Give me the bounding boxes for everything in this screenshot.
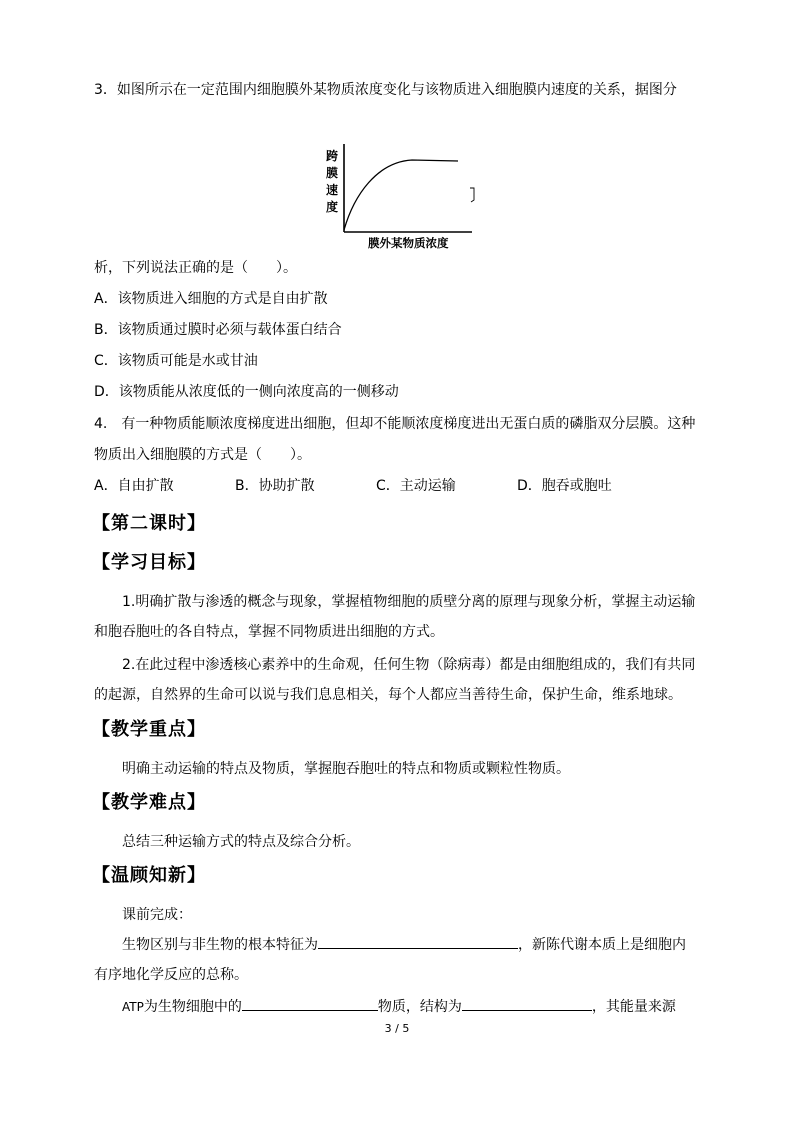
- heading-review: 【温顾知新】: [92, 865, 206, 886]
- review-q1-text-a: 生物区别与非生物的根本特征为: [122, 937, 318, 953]
- q4-option-d: D．胞吞或胞吐: [517, 478, 612, 494]
- y-label-char: 速: [326, 183, 339, 197]
- y-label-char: 跨: [326, 149, 339, 163]
- saturation-curve: [344, 160, 458, 230]
- review-q1-text-b: ，新陈代谢本质上是细胞内: [518, 937, 686, 953]
- x-axis-label: 膜外某物质浓度: [368, 236, 449, 250]
- answer-blank[interactable]: [318, 932, 518, 949]
- heading-teaching-key: 【教学重点】: [92, 719, 206, 740]
- heading-second-lesson: 【第二课时】: [92, 513, 206, 534]
- review-q1-text-c: 有序地化学反应的总称。: [94, 967, 248, 983]
- answer-blank[interactable]: [462, 994, 592, 1011]
- page-number: 3 / 5: [384, 1022, 410, 1035]
- q4-options: [94, 476, 612, 496]
- q3-option-c: C．该物质可能是水或甘油: [94, 353, 258, 369]
- y-label-char: 膜: [326, 166, 339, 180]
- pre-class-label: 课前完成：: [122, 907, 192, 923]
- teaching-key-text: 明确主动运输的特点及物质，掌握胞吞胞吐的特点和物质或颗粒性物质。: [122, 761, 570, 777]
- q3-stem-line1: 3．如图所示在一定范围内细胞膜外某物质浓度变化与该物质进入细胞膜内速度的关系，据图分: [94, 82, 677, 98]
- heading-teaching-difficulty: 【教学难点】: [92, 792, 206, 813]
- q4-option-b: B．协助扩散: [235, 478, 315, 494]
- review-q2-text-b: 物质，结构为: [377, 999, 462, 1015]
- review-question-2: [94, 992, 704, 1022]
- heading-learning-goals: 【学习目标】: [92, 552, 206, 573]
- q3-option-d: D．该物质能从浓度低的一侧向浓度高的一侧移动: [94, 384, 399, 400]
- atp-label: ATP: [122, 1000, 144, 1014]
- q4-option-a: A．自由扩散: [94, 478, 174, 494]
- review-q2-text-a: 为生物细胞中的: [143, 999, 242, 1015]
- review-q2-text-c: ，其能量来源: [591, 999, 676, 1015]
- concentration-speed-graph: [322, 140, 482, 252]
- q4-stem-line2: 物质出入细胞膜的方式是（ ）。: [94, 447, 311, 463]
- crop-mark: [470, 188, 474, 202]
- goal-1-paragraph: 1.明确扩散与渗透的概念与现象，掌握植物细胞的质壁分离的原理与现象分析，掌握主动运输和胞吞胞吐的各自特点，掌握不同物质进出细胞的方式。: [94, 594, 696, 640]
- review-question-1: [94, 930, 704, 960]
- y-label-char: 度: [326, 200, 339, 214]
- q4-option-c: C．主动运输: [376, 478, 456, 494]
- teaching-difficulty-text: 总结三种运输方式的特点及综合分析。: [122, 834, 360, 850]
- q3-option-a: A．该物质进入细胞的方式是自由扩散: [94, 291, 328, 307]
- goal-2-paragraph: 2.在此过程中渗透核心素养中的生命观，任何生物（除病毒）都是由细胞组成的，我们有共同的起源，自然界的生命可以说与我们息息相关，每个人都应当善待生命，保护生命，维系地球。: [94, 657, 696, 703]
- q3-option-b: B．该物质通过膜时必须与载体蛋白结合: [94, 322, 342, 338]
- q4-stem-line1: 4. 有一种物质能顺浓度梯度进出细胞，但却不能顺浓度梯度进出无蛋白质的磷脂双分层膜。这种: [94, 416, 696, 432]
- q3-stem-line2: 析，下列说法正确的是（ ）。: [94, 260, 297, 276]
- answer-blank[interactable]: [242, 994, 378, 1011]
